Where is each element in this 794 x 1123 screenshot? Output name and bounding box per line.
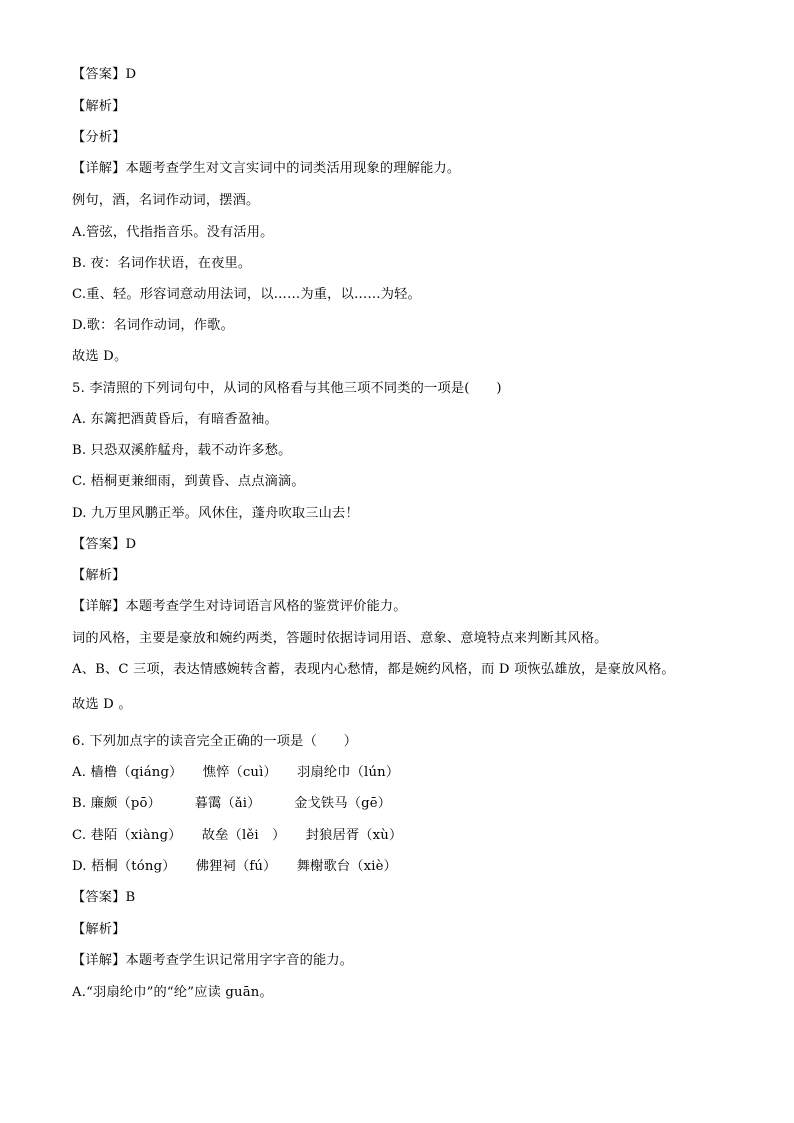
explanation-text: 例句，酒，名词作动词，摆酒。 (72, 193, 260, 208)
detail-text: 【详解】本题考查学生对文言实词中的词类活用现象的理解能力。 (72, 161, 461, 176)
conclusion-text: 故选 D。 (72, 349, 128, 364)
option-d: D. 梧桐（tóng） 佛狸祠（fú） 舞榭歌台（xiè） (72, 859, 398, 874)
question-6-stem: 6. 下列加点字的读音完全正确的一项是（ ） (72, 734, 358, 749)
option-d: D. 九万里风鹏正举。风休住，蓬舟吹取三山去！ (72, 506, 359, 521)
option-b: B. 只恐双溪舴艋舟，载不动许多愁。 (72, 443, 292, 458)
answer-label: 【答案】D (72, 67, 137, 82)
explanation-text: D.歌：名词作动词，作歌。 (72, 318, 234, 333)
analysis-label: 【解析】 (72, 99, 126, 114)
explanation-text: A、B、C 三项，表达情感婉转含蓄，表现内心愁情，都是婉约风格，而 D 项恢弘雄放，是豪放风格。 (72, 662, 675, 677)
detail-text: 【详解】本题考查学生对诗词语言风格的鉴赏评价能力。 (72, 599, 407, 614)
analysis-label: 【解析】 (72, 568, 126, 583)
answer-label: 【答案】B (72, 890, 136, 905)
option-b: B. 廉颇（pō） 暮霭（ǎi） 金戈铁马（gē） (72, 796, 392, 811)
explanation-text: A.“羽扇纶巾”的“纶”应读 guān。 (72, 985, 273, 1000)
answer-label: 【答案】D (72, 537, 137, 552)
analysis-label: 【解析】 (72, 922, 126, 937)
option-c: C. 巷陌（xiàng） 故垒（lěi ） 封狼居胥（xù） (72, 828, 403, 843)
option-a: A. 樯橹（qiáng） 憔悴（cuì） 羽扇纶巾（lún） (72, 765, 400, 780)
explanation-text: C.重、轻。形容词意动用法词，以……为重，以……为轻。 (72, 287, 421, 302)
option-c: C. 梧桐更兼细雨，到黄昏、点点滴滴。 (72, 474, 305, 489)
explanation-text: B. 夜：名词作状语，在夜里。 (72, 256, 252, 271)
explanation-text: 词的风格，主要是豪放和婉约两类，答题时依据诗词用语、意象、意境特点来判断其风格。 (72, 631, 608, 646)
detail-text: 【详解】本题考查学生识记常用字字音的能力。 (72, 953, 354, 968)
explanation-text: A.管弦，代指指音乐。没有活用。 (72, 225, 274, 240)
breakdown-label: 【分析】 (72, 130, 126, 145)
question-5-stem: 5. 李清照的下列词句中，从词的风格看与其他三项不同类的一项是( ) (72, 381, 502, 396)
conclusion-text: 故选 D 。 (72, 697, 132, 712)
option-a: A. 东篱把酒黄昏后，有暗香盈袖。 (72, 412, 278, 427)
